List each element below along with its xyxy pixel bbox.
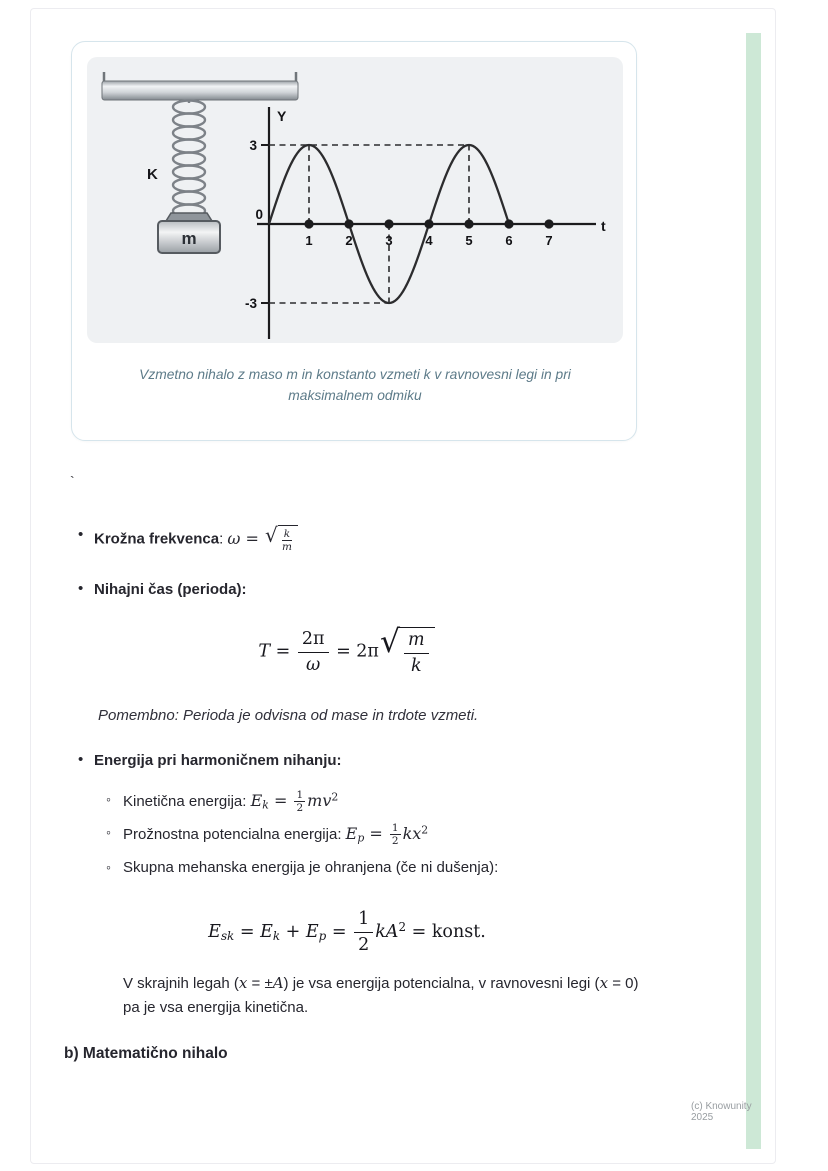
math-token: 2π	[356, 641, 379, 662]
list-item-nihajni-cas	[94, 579, 247, 601]
math-token: +	[280, 922, 306, 942]
y-axis-label: Y	[277, 108, 287, 124]
math-token: p	[318, 928, 327, 943]
time-axis-dot	[344, 219, 353, 228]
math-token: k	[272, 928, 281, 943]
radicand	[400, 627, 435, 677]
text-run: V skrajnih legah (	[123, 975, 239, 992]
time-axis-dot	[544, 219, 553, 228]
radical-sign: √	[379, 624, 401, 660]
list-item-skupna-energija	[123, 857, 498, 879]
spring-coil	[173, 100, 205, 218]
t-tick-label: 6	[505, 233, 513, 248]
math-token: E	[260, 922, 273, 942]
mass-block	[158, 213, 220, 253]
displacement-graph	[245, 107, 606, 339]
origin-label: 0	[255, 207, 263, 222]
mass-label: m	[181, 229, 197, 248]
math-token: =	[234, 922, 261, 942]
math-token: kA	[375, 922, 399, 942]
math-token: p	[357, 831, 365, 845]
math-token: =	[240, 528, 265, 548]
item-title: Energija pri harmoničnem nihanju:	[94, 752, 342, 769]
math-token: E	[345, 824, 358, 844]
text-run: = ±	[247, 975, 273, 992]
math-token: E	[305, 922, 319, 942]
item-label: Prožnostna potencialna energija:	[123, 826, 346, 844]
ceiling-mount	[102, 72, 298, 100]
math-token: A	[272, 974, 284, 992]
time-axis-dot	[304, 219, 313, 228]
math-token: 2	[331, 790, 339, 804]
sqrt-expression	[265, 525, 298, 553]
figure-caption: Vzmetno nihalo z maso m in konstanto vzmeti k v ravnovesni legi in pri maksimalnem odmiku	[139, 367, 571, 404]
document-page	[30, 8, 776, 1164]
math-token: ω	[306, 654, 321, 675]
spring-constant-label: K	[147, 166, 158, 183]
math-token: :	[219, 530, 228, 548]
math-token: E	[250, 791, 263, 811]
t-tick-label: 7	[545, 233, 553, 248]
angular-frequency-formula	[227, 523, 299, 554]
sqrt-expression	[379, 624, 435, 677]
math-token: sk	[220, 928, 235, 943]
math-token: =	[364, 824, 388, 844]
t-tick-label: 2	[345, 233, 353, 248]
item-title: Krožna frekvenca	[94, 530, 220, 548]
t-tick-label: 5	[465, 233, 473, 248]
energy-extremes-paragraph	[123, 971, 643, 1020]
math-token: k	[283, 528, 291, 540]
math-token: =	[330, 641, 357, 662]
list-item-energija	[94, 750, 342, 772]
math-token: m	[281, 541, 292, 554]
radical-sign: √	[265, 523, 278, 547]
ceiling-bar	[102, 81, 298, 100]
time-axis-dot	[384, 219, 393, 228]
t-tick-label: 3	[385, 233, 393, 248]
math-token: =	[326, 922, 353, 942]
potential-energy-formula	[345, 822, 429, 848]
list-item-kineticna-energija	[123, 789, 338, 814]
math-token: k	[411, 656, 422, 676]
m-over-k-fraction	[404, 630, 429, 677]
figure-card	[71, 41, 637, 441]
math-token: 2	[421, 823, 429, 837]
math-token: mv	[307, 791, 332, 811]
math-token: k	[262, 798, 269, 812]
math-token: x	[238, 974, 248, 992]
math-token: ω	[227, 528, 241, 548]
text-run: = 0) pa je vsa energija kinetična.	[123, 975, 639, 1016]
math-token: =	[270, 641, 296, 662]
math-token: 1	[354, 909, 373, 933]
k-over-m-fraction	[282, 528, 292, 553]
amplitude-label: 3	[249, 138, 257, 153]
stray-backtick: `	[70, 473, 75, 489]
math-token: konst.	[431, 922, 486, 942]
one-half-fraction	[354, 909, 373, 956]
math-token: T	[258, 641, 271, 662]
time-axis-dot	[464, 219, 473, 228]
page-edge-stripe	[746, 33, 761, 1149]
item-title: Nihajni čas (perioda):	[94, 581, 247, 598]
math-token: 2π	[298, 629, 329, 653]
figure-image	[87, 57, 623, 343]
t-axis-label: t	[601, 218, 606, 234]
total-energy-formula	[64, 909, 630, 956]
t-tick-label: 1	[305, 233, 313, 248]
one-half-fraction	[294, 789, 305, 814]
math-token: =	[268, 791, 293, 811]
watermark: (c) Knowunity 2025	[691, 1101, 752, 1123]
radicand	[278, 525, 298, 553]
list-item-krozna-frekvenca	[94, 525, 299, 553]
text-run: ) je vsa energija potencialna, v ravnovesni legi (	[283, 975, 600, 992]
mass-top-face	[166, 213, 212, 221]
two-pi-over-omega	[298, 629, 329, 676]
math-token: 2	[296, 802, 304, 815]
item-label: Skupna mehanska energija je ohranjena (če ni dušenja):	[123, 859, 499, 876]
t-tick-label: 4	[425, 233, 433, 248]
item-label: Kinetična energija:	[123, 793, 251, 811]
math-token: kx	[402, 824, 422, 844]
math-token: 1	[391, 822, 399, 834]
spring-pendulum-diagram	[87, 57, 623, 343]
list-item-potencialna-energija	[123, 822, 428, 847]
math-token: 2	[398, 920, 407, 935]
math-token: E	[208, 922, 221, 942]
math-token: 2	[391, 835, 399, 848]
one-half-fraction	[390, 822, 401, 847]
math-token: x	[599, 974, 609, 992]
note-perioda: Pomembno: Perioda je odvisna od mase in trdote vzmeti.	[98, 707, 479, 724]
math-token: 1	[296, 789, 304, 801]
time-axis-dot	[504, 219, 513, 228]
neg-amplitude-label: -3	[244, 296, 257, 311]
math-token: =	[406, 922, 432, 942]
kinetic-energy-formula	[250, 789, 339, 815]
section-heading-matematicno-nihalo: b) Matematično nihalo	[64, 1045, 228, 1062]
t-tick-labels	[305, 233, 552, 248]
math-token: 2	[358, 935, 370, 955]
period-formula	[64, 624, 630, 677]
time-axis-dot	[424, 219, 433, 228]
math-token: m	[404, 630, 429, 654]
